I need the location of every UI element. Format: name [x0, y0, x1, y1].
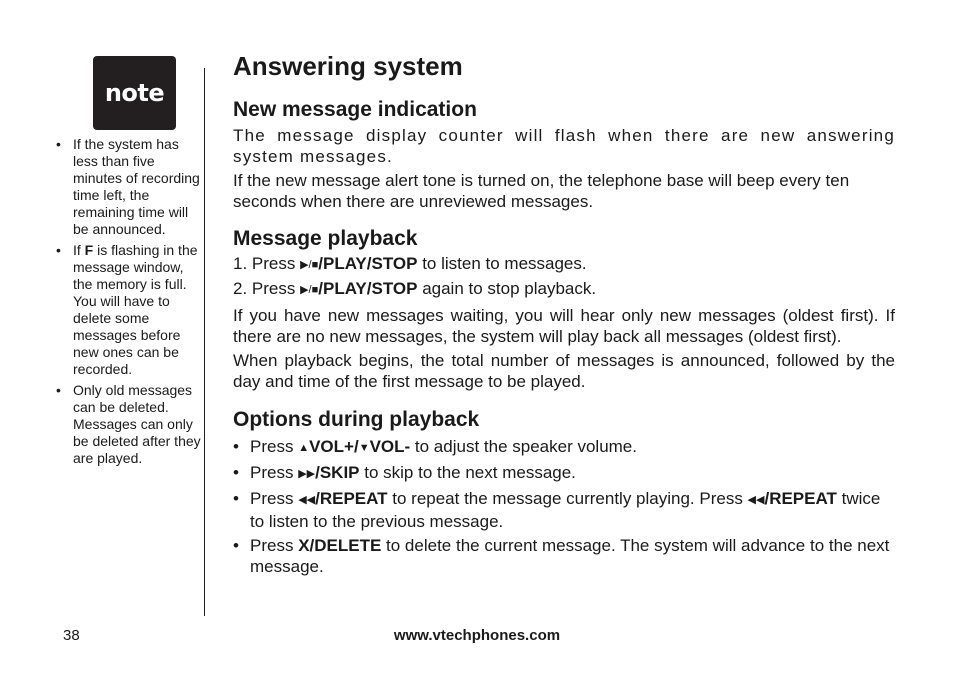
playback-step-2: 2. Press ▶/■/PLAY/STOP again to stop playback.: [233, 279, 597, 298]
list-item: • Press ◀◀/REPEAT to repeat the message currently playing. Press ◀◀/REPEAT twice to listen to the previous message.: [233, 489, 881, 531]
bullet-icon: •: [233, 437, 239, 456]
new-message-paragraph-1: The message display counter will flash when there are new answering system messages.: [233, 126, 895, 166]
page-title: Answering system: [233, 51, 463, 81]
section-heading-options: Options during playback: [233, 408, 480, 431]
bullet-icon: •: [56, 136, 61, 152]
note-label: note: [104, 79, 165, 107]
column-divider: [204, 68, 205, 616]
footer-url: www.vtechphones.com: [393, 627, 561, 644]
play-stop-icon: ▶/■: [300, 284, 319, 296]
new-message-paragraph-2: If the new message alert tone is turned on, the telephone base will beep every ten seconds when there are unreviewed messages.: [233, 171, 850, 211]
playback-paragraph-2: When playback begins, the total number of messages is announced, followed by the day and time of the first message to be played.: [233, 351, 895, 391]
bullet-icon: •: [233, 536, 239, 555]
list-item: • Press ▲VOL+/▼VOL- to adjust the speaker volume.: [233, 437, 637, 456]
volume-down-icon: ▼: [358, 442, 370, 454]
options-list: [233, 436, 895, 577]
repeat-icon: ◀◀: [747, 494, 765, 506]
play-stop-icon: ▶/■: [300, 259, 319, 271]
volume-up-icon: ▲: [298, 442, 310, 454]
bullet-icon: •: [233, 489, 239, 508]
bullet-icon: •: [233, 463, 239, 482]
skip-icon: ▶▶: [298, 468, 316, 480]
repeat-icon: ◀◀: [298, 494, 316, 506]
sidebar-notes: [56, 136, 202, 471]
list-item: • Press X/DELETE to delete the current message. The system will advance to the next message.: [233, 536, 890, 576]
main-content: [233, 50, 895, 580]
section-heading-playback: Message playback: [233, 227, 418, 250]
section-heading-new-message: New message indication: [233, 98, 477, 121]
playback-step-1: 1. Press ▶/■/PLAY/STOP to listen to messages.: [233, 254, 587, 273]
bullet-icon: •: [56, 382, 61, 398]
note-badge: [93, 56, 176, 130]
list-item: • If the system has less than five minutes of recording time left, the remaining time will be announced.: [56, 136, 200, 237]
page-number: 38: [63, 627, 80, 644]
bullet-icon: •: [56, 242, 61, 258]
list-item: • Press ▶▶/SKIP to skip to the next message.: [233, 463, 576, 482]
list-item: • If F is flashing in the message window, the memory is full. You will have to delete some messages before new ones can be recorded.: [56, 242, 198, 377]
list-item: • Only old messages can be deleted. Messages can only be deleted after they are played.: [56, 382, 201, 466]
playback-paragraph-1: If you have new messages waiting, you will hear only new messages (oldest first). If there are no new messages, the system will play back all messages (oldest first).: [233, 306, 895, 346]
